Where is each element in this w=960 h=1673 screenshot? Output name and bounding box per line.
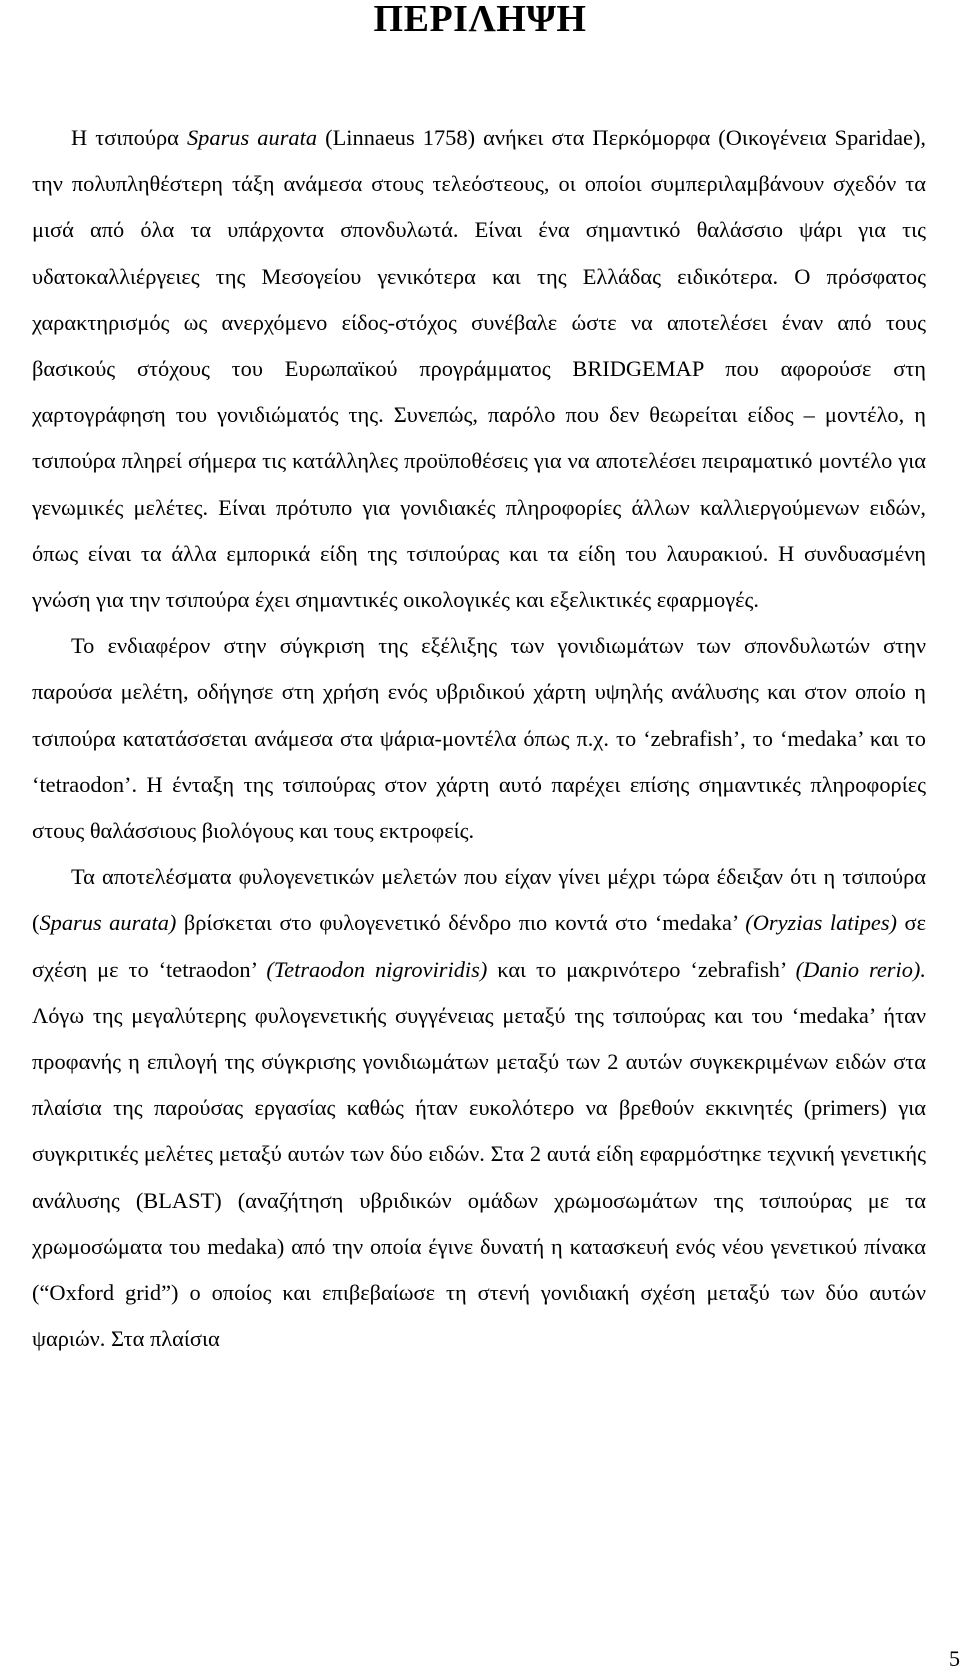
paragraph-1	[32, 115, 926, 623]
species-name-italic: Sparus aurata	[186, 125, 318, 150]
paragraph-1-text: (Linnaeus 1758) ανήκει στα Περκόμορφα (Οικογένεια Sparidae), την πολυπληθέστερη τάξη ανάμεσα στους τελεόστεους, οι οποίοι συμπεριλαμβάνουν σχεδόν τα μισά από όλα τα υπάρχοντα σπονδυλωτά. Είναι ένα σημαντικό θαλάσσιο ψάρι για τις υδατοκαλλιέργειες της Μεσογείου γενικότερα και της Ελλάδας ειδικότερα. Ο πρόσφατος χαρακτηρισμός ως ανερχόμενο είδος-στόχος συνέβαλε ώστε να αποτελέσει έναν από τους βασικούς στόχους του Ευρωπαϊκού προγράμματος BRIDGEMAP που αφορούσε στη χαρτογράφηση του γονιδιώματός της. Συνεπώς, παρόλο που δεν θεωρείται είδος – μοντέλο, η τσιπούρα πληρεί σήμερα τις κατάλληλες προϋποθέσεις για να αποτελέσει πειραματικό μοντέλο για γενωμικές μελέτες. Είναι πρότυπο για γονιδιακές πληροφορίες άλλων καλλιεργούμενων ειδών, όπως είναι τα άλλα εμπορικά είδη της τσιπούρας και τα είδη του λαυρακιού. Η συνδυασμένη γνώση για την τσιπούρα έχει σημαντικές οικολογικές και εξελικτικές εφαρμογές.	[32, 125, 927, 613]
paragraph-3-text: Λόγω της μεγαλύτερης φυλογενετικής συγγένειας μεταξύ της τσιπούρας και του ‘medaka’ ήταν προφανής η επιλογή της σύγκρισης γονιδιωμάτων μεταξύ των 2 αυτών συγκεκριμένων ειδών στα πλαίσια της παρούσας εργασίας καθώς ήταν ευκολότερο να βρεθούν εκκινητές (primers) για συγκριτικές μελέτες μεταξύ αυτών των δύο ειδών. Στα 2 αυτά είδη εφαρμόστηκε τεχνική γενετικής ανάλυσης (BLAST) (αναζήτηση υβριδικών ομάδων χρωμοσωμάτων της τσιπούρας με τα χρωμοσώματα του medaka) από την οποία έγινε δυνατή η κατασκευή ενός νέου γενετικού πίνακα (“Oxford grid”) ο οποίος και επιβεβαίωσε τη στενή γονιδιακή σχέση μεταξύ των δύο αυτών ψαριών. Στα πλαίσια	[32, 1002, 926, 1352]
paragraph-3-text: και το μακρινότερο ‘zebrafish’	[487, 956, 796, 982]
paragraph-3-text: βρίσκεται στο φυλογενετικό δένδρο πιο κοντά στο ‘medaka’	[176, 910, 746, 936]
body-text	[32, 115, 926, 1362]
paragraph-3-text: σε σχέση με το ‘tetraodon’	[32, 910, 927, 982]
paragraph-1-text: Η τσιπούρα	[71, 125, 187, 150]
species-name-italic: (Danio rerio).	[795, 956, 926, 982]
paragraph-3-text: Τα αποτελέσματα φυλογενετικών μελετών που είχαν γίνει μέχρι τώρα έδειξαν ότι η τσιπούρα (	[32, 864, 926, 936]
species-name-italic: (Tetraodon nigroviridis)	[266, 956, 488, 982]
species-name-italic: (Oryzias latipes)	[745, 910, 898, 936]
page-title: ΠΕΡΙΛΗΨΗ	[373, 0, 587, 40]
paragraph-3	[32, 854, 926, 1362]
paragraph-2	[32, 623, 926, 854]
species-name-italic: Sparus aurata)	[39, 910, 177, 936]
page-number: 5	[949, 1646, 960, 1671]
paragraph-2-text: Το ενδιαφέρον στην σύγκριση της εξέλιξης των γονιδιωμάτων των σπονδυλωτών στην παρούσα μελέτη, οδήγησε στη χρήση ενός υβριδικού χάρτη υψηλής ανάλυσης και στον οποίο η τσιπούρα κατατάσσεται ανάμεσα στα ψάρια-μοντέλα όπως π.χ. το ‘zebrafish’, το ‘medaka’ και το ‘tetraodon’. Η ένταξη της τσιπούρας στον χάρτη αυτό παρέχει επίσης σημαντικές πληροφορίες στους θαλάσσιους βιολόγους και τους εκτροφείς.	[32, 633, 926, 844]
